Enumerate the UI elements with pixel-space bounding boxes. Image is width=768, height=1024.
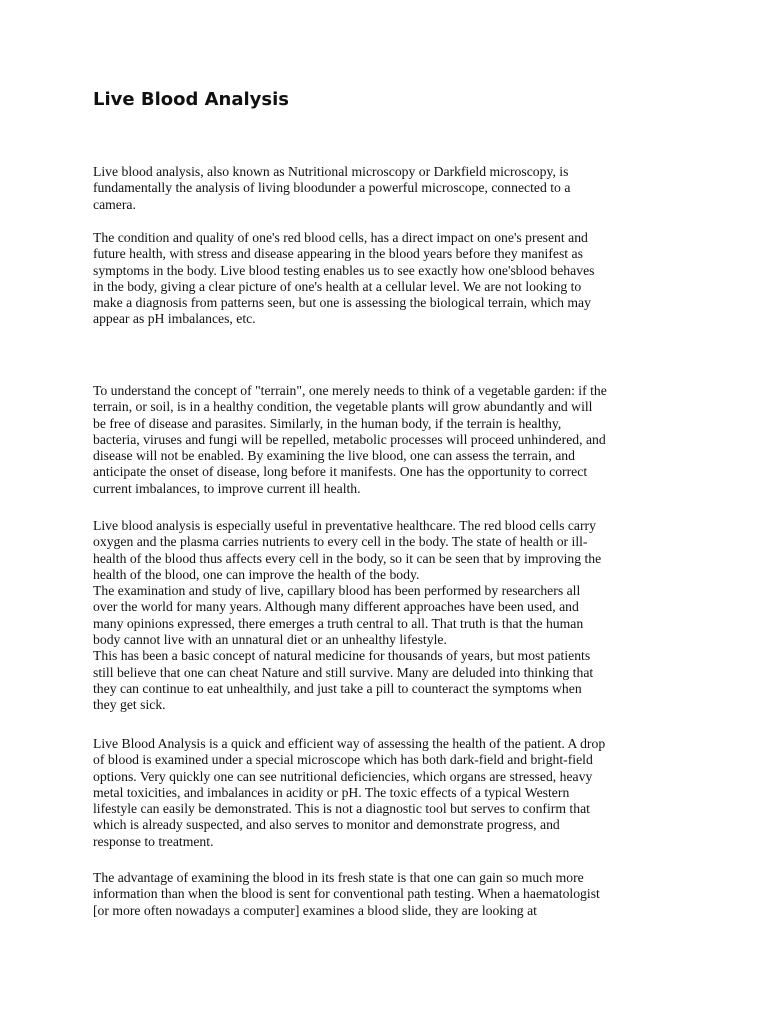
text-line: This has been a basic concept of natural medicine for thousands of years, but most patients <box>93 648 591 664</box>
text-line: The examination and study of live, capillary blood has been performed by researchers all <box>93 583 581 599</box>
text-line: Live blood analysis, also known as Nutritional microscopy or Darkfield microscopy, is <box>93 164 569 179</box>
text-line: The condition and quality of one's red blood cells, has a direct impact on one's present and <box>93 230 588 245</box>
paragraph-fresh-state <box>93 870 600 919</box>
text-line: they can continue to eat unhealthily, and just take a pill to counteract the symptoms when <box>93 680 582 696</box>
text-line: Live Blood Analysis is a quick and efficient way of assessing the health of the patient. A drop <box>93 736 606 751</box>
text-line: The advantage of examining the blood in its fresh state is that one can gain so much more <box>93 870 584 885</box>
text-line: current imbalances, to improve current ill health. <box>93 480 361 496</box>
text-line: anticipate the onset of disease, long before it manifests. One has the opportunity to correct <box>93 464 588 480</box>
text-line: options. Very quickly one can see nutritional deficiencies, which organs are stressed, heavy <box>93 768 593 784</box>
text-line: of blood is examined under a special microscope which has both dark-field and bright-field <box>93 752 593 768</box>
text-line: response to treatment. <box>93 833 214 849</box>
text-line: in the body, giving a clear picture of one's health at a cellular level. We are not looking to <box>93 278 582 294</box>
text-line: body cannot live with an unnatural diet or an unhealthy lifestyle. <box>93 632 447 648</box>
text-line: metal toxicities, and imbalances in acidity or pH. The toxic effects of a typical Western <box>93 784 570 800</box>
text-line: fundamentally the analysis of living bloodunder a powerful microscope, connected to a <box>93 180 571 196</box>
text-line: make a diagnosis from patterns seen, but one is assessing the biological terrain, which may <box>93 295 591 311</box>
text-line: terrain, or soil, is in a healthy condition, the vegetable plants will grow abundantly and will <box>93 399 593 415</box>
text-line: oxygen and the plasma carries nutrients to every cell in the body. The state of health or ill- <box>93 534 588 550</box>
text-line: over the world for many years. Although many different approaches have been used, and <box>93 599 579 615</box>
text-line: future health, with stress and disease appearing in the blood years before they manifest as <box>93 246 583 262</box>
document-title: Live Blood Analysis <box>93 89 290 110</box>
text-line: Live blood analysis is especially useful in preventative healthcare. The red blood cells carry <box>93 518 596 533</box>
text-line: they get sick. <box>93 697 166 713</box>
text-line: symptoms in the body. Live blood testing enables us to see exactly how one'sblood behaves <box>93 262 595 278</box>
text-line: be free of disease and parasites. Similarly, in the human body, if the terrain is healthy, <box>93 415 562 431</box>
text-line: still believe that one can cheat Nature and still survive. Many are deluded into thinking that <box>93 664 594 680</box>
text-line: health of the blood thus affects every cell in the body, so it can be seen that by improving the <box>93 550 602 566</box>
paragraph-quick-assessment <box>93 736 605 850</box>
text-line: camera. <box>93 196 136 212</box>
text-line: [or more often nowadays a computer] examines a blood slide, they are looking at <box>93 902 537 918</box>
text-line: disease will not be enabled. By examining the live blood, one can assess the terrain, and <box>93 448 575 464</box>
paragraph-red-blood-cells <box>93 230 594 328</box>
paragraph-intro <box>93 164 570 213</box>
text-line: appear as pH imbalances, etc. <box>93 311 256 327</box>
paragraph-preventative <box>93 518 601 714</box>
text-line: lifestyle can easily be demonstrated. This is not a diagnostic tool but serves to confirm that <box>93 801 590 817</box>
text-line: many opinions expressed, there emerges a truth central to all. That truth is that the human <box>93 615 584 631</box>
text-line: bacteria, viruses and fungi will be repelled, metabolic processes will proceed unhindered, and <box>93 431 606 447</box>
text-line: To understand the concept of "terrain", one merely needs to think of a vegetable garden: if the <box>93 383 607 398</box>
text-line: information than when the blood is sent for conventional path testing. When a haematologist <box>93 886 600 902</box>
text-line: which is already suspected, and also serves to monitor and demonstrate progress, and <box>93 817 560 833</box>
paragraph-terrain <box>93 383 607 497</box>
text-line: health of the blood, one can improve the health of the body. <box>93 566 420 582</box>
